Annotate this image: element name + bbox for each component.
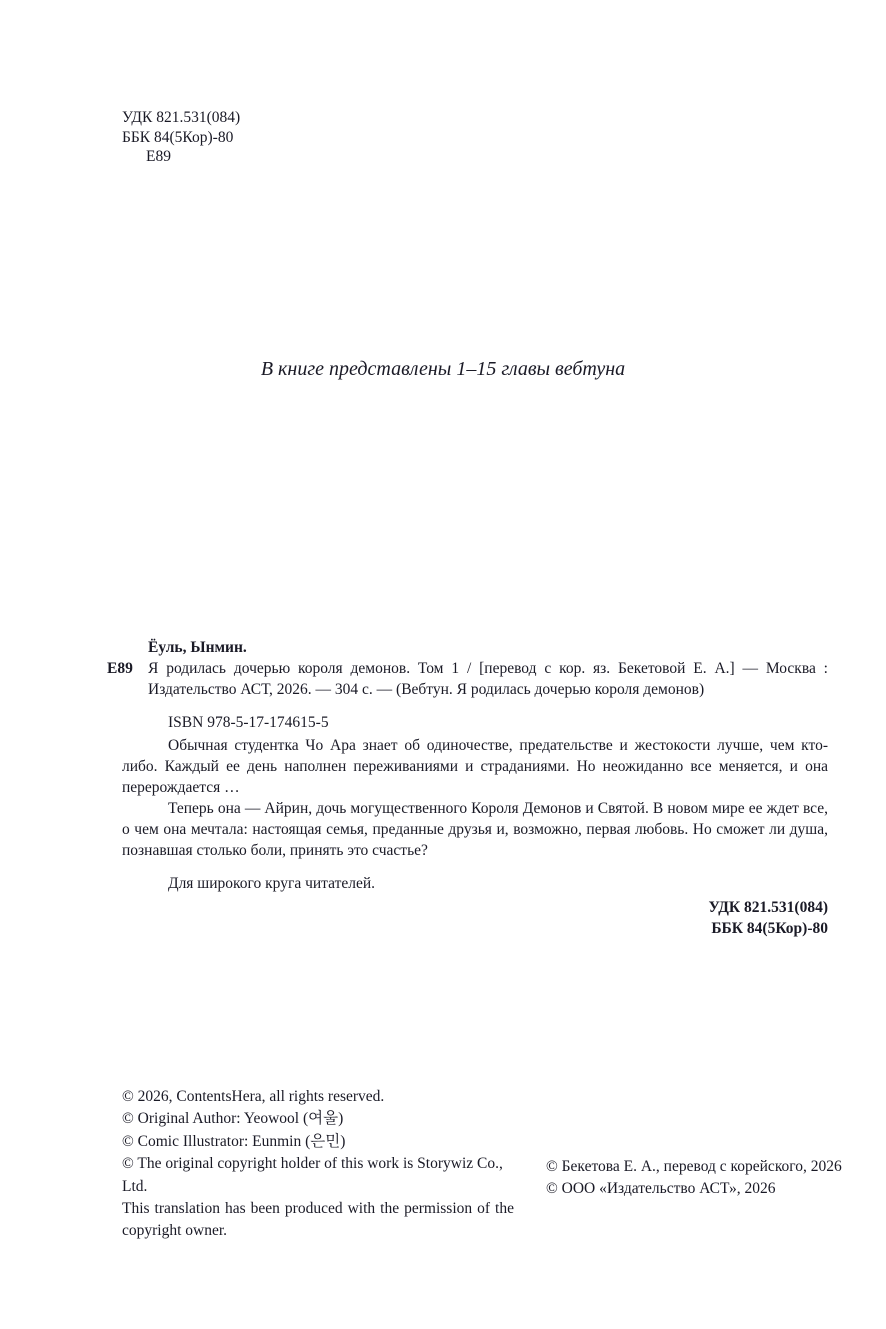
audience-note: Для широкого круга читателей.	[168, 875, 376, 892]
copyright-line-contentshera: © 2026, ContentsHera, all rights reserved.	[122, 1088, 385, 1105]
classification-codes-bottom	[708, 897, 828, 939]
isbn-line: ISBN 978-5-17-174615-5	[168, 714, 329, 731]
catalog-card	[107, 637, 828, 894]
author-sign-entry: Е89	[107, 660, 133, 677]
copyright-line-holder: © The original copyright holder of this work is Storywiz Co., Ltd.	[122, 1155, 503, 1195]
copyright-line-translation-permission: This translation has been produced with the permission of the copyright owner.	[122, 1200, 514, 1240]
bbk-code-bottom: ББК 84(5Кор)-80	[711, 920, 828, 937]
catalog-entry	[107, 658, 828, 700]
bibliographic-description: Я родилась дочерью короля демонов. Том 1 / [перевод с кор. яз. Бекетовой Е. А.] — Москва : Издательство АСТ, 2026. — 304 с. — (Вебтун. Я родилась дочерью короля демонов)	[148, 660, 828, 698]
annotation-paragraph-1: Обычная студентка Чо Ара знает об одиночестве, предательстве и жестокости лучше, чем кто-либо. Каждый ее день наполнен переживаниями и страданиями. Но неожиданно все меняется, и она перерождается …	[122, 737, 828, 796]
copyright-line-publisher: © ООО «Издательство АСТ», 2026	[546, 1180, 776, 1198]
copyright-block-russian	[546, 1156, 842, 1201]
bbk-code-top: ББК 84(5Кор)-80	[122, 128, 234, 146]
classification-codes-top	[122, 108, 240, 167]
copyright-line-original-author: © Original Author: Yeowool (여울)	[122, 1110, 344, 1128]
udk-code-bottom: УДК 821.531(084)	[708, 899, 828, 916]
webtoon-chapters-notice: В книге представлены 1–15 главы вебтуна	[260, 358, 626, 380]
udk-code-top: УДК 821.531(084)	[122, 109, 241, 126]
author-sign-top: Е89	[146, 148, 171, 165]
copyright-block-original	[122, 1086, 514, 1243]
copyright-line-translator: © Бекетова Е. А., перевод с корейского, 2026	[546, 1158, 842, 1175]
annotation-paragraph-2: Теперь она — Айрин, дочь могущественного Короля Демонов и Святой. В новом мире ее ждет все, о чем она мечтала: настоящая семья, преданные друзья и, возможно, первая любовь. Но сможет ли душа, познавшая столько боли, принять это счастье?	[122, 800, 828, 859]
author-heading: Ёуль, Ынмин.	[148, 639, 247, 656]
copyright-line-illustrator: © Comic Illustrator: Eunmin (은민)	[122, 1132, 346, 1150]
